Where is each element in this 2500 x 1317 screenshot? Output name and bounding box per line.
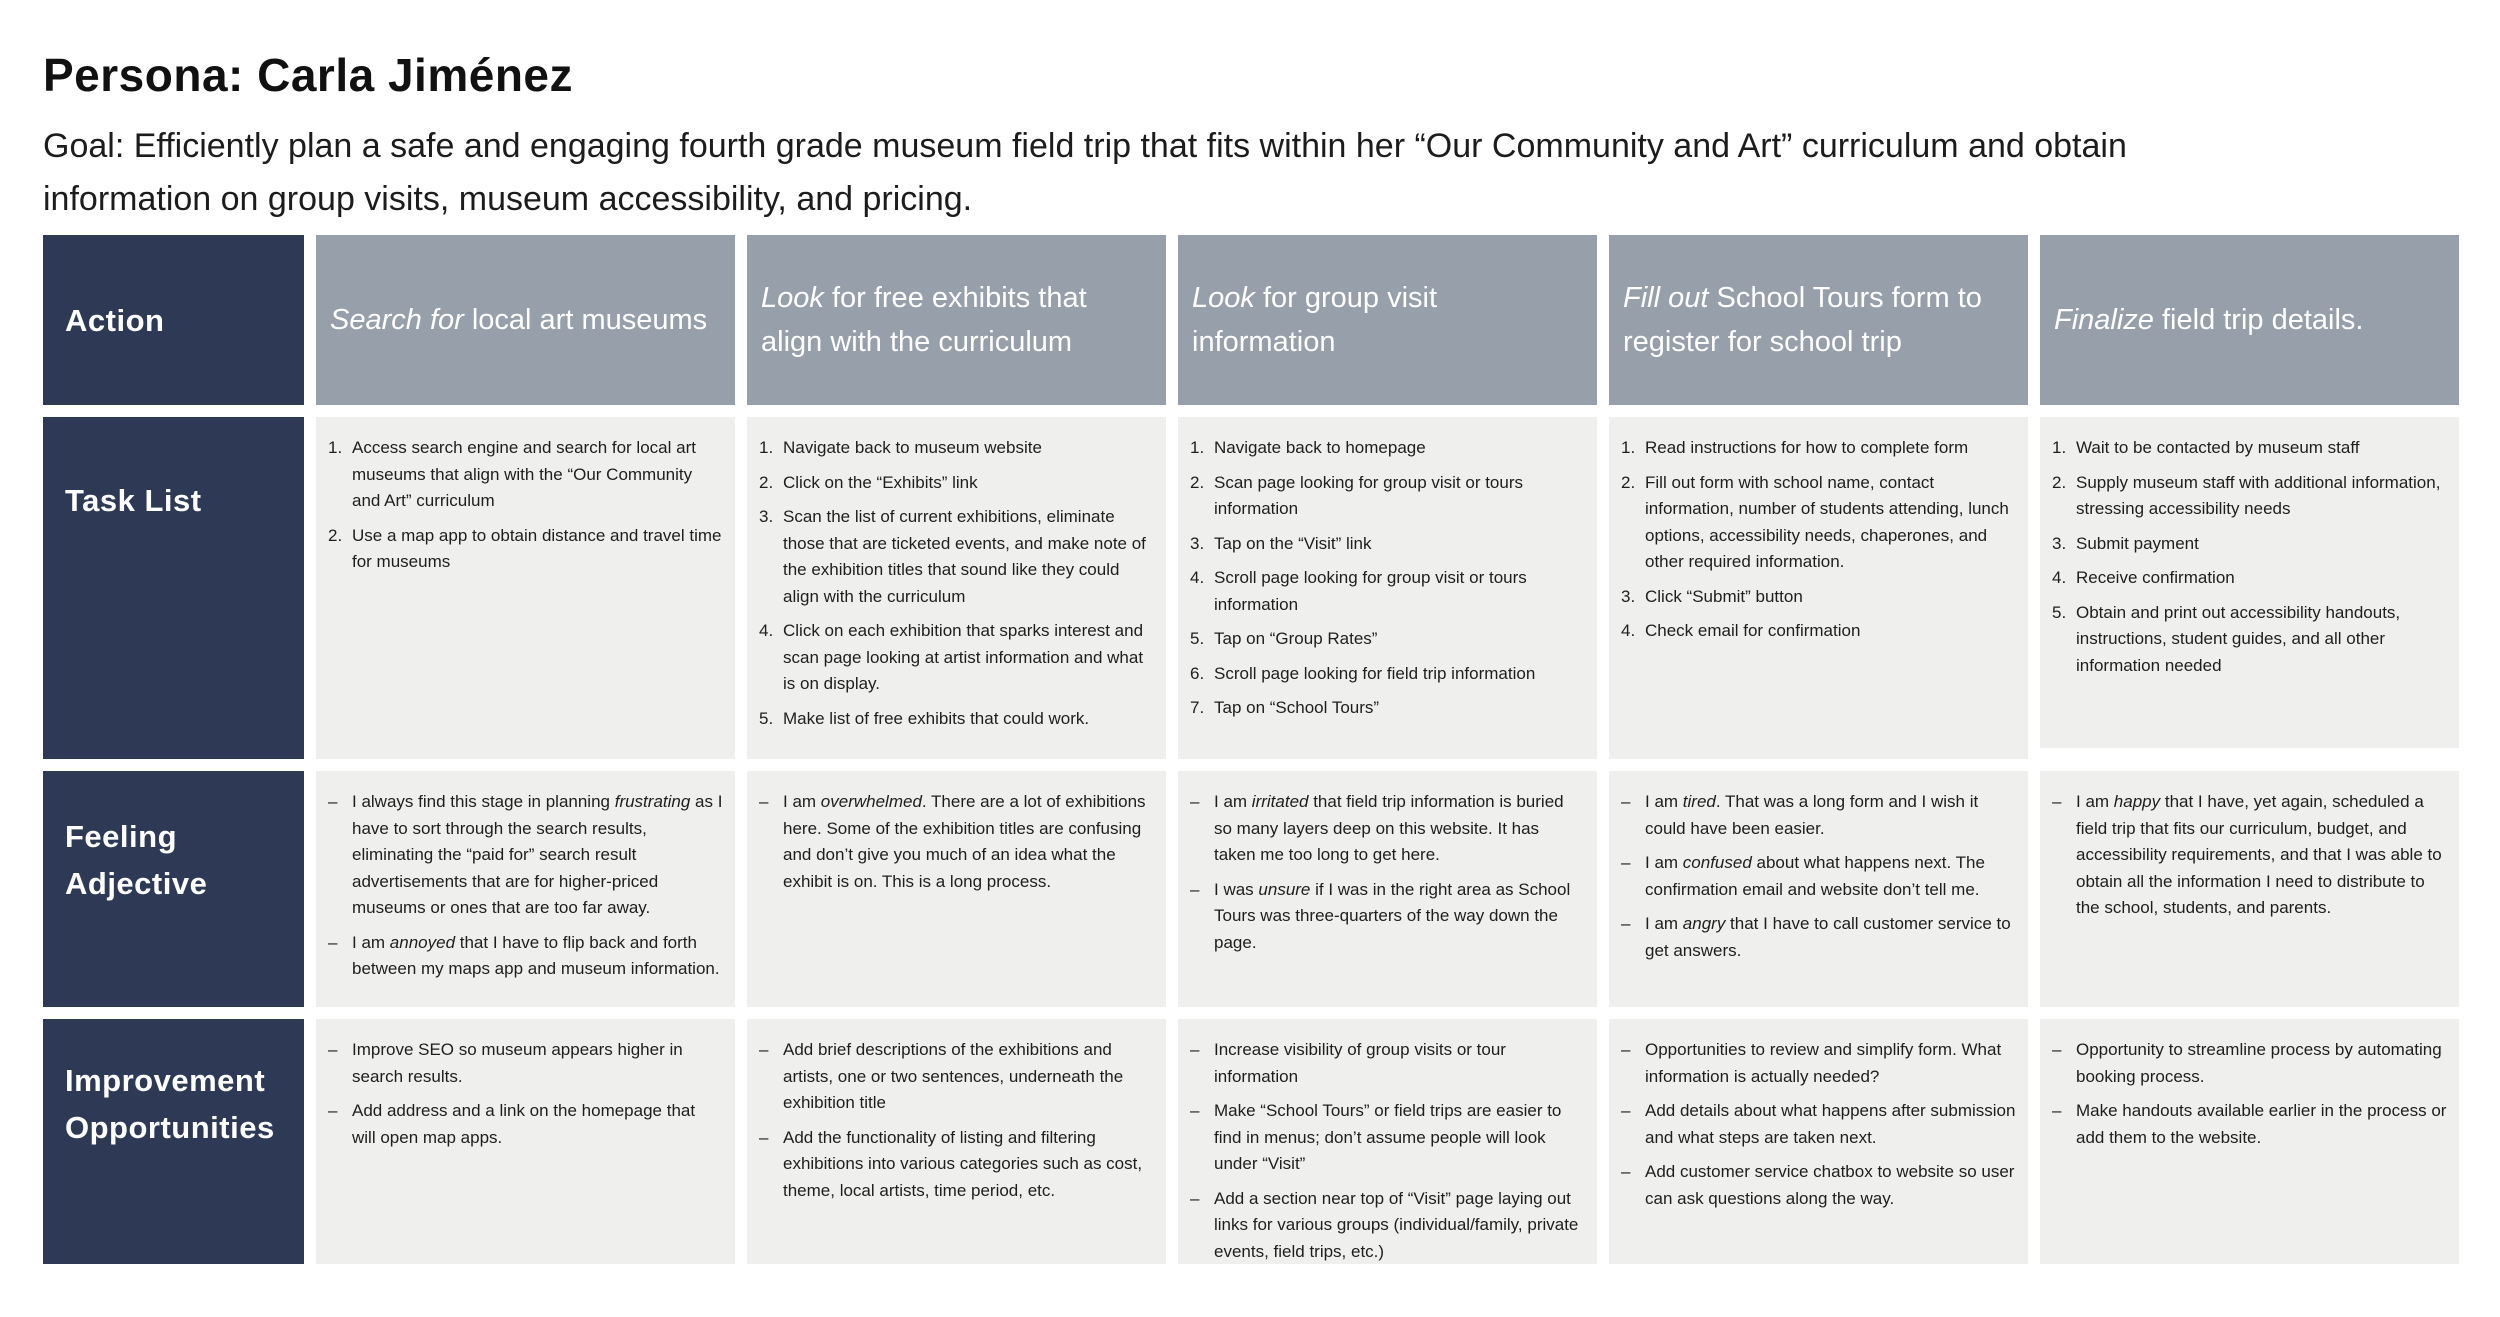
task-item: 1. Wait to be contacted by museum staff xyxy=(2052,438,2360,457)
improvement-item: – Add the functionality of listing and filtering exhibitions into various categories such as cost, theme, local artists, time period, etc. xyxy=(759,1125,1154,1205)
task-list xyxy=(759,435,1154,732)
task-item: 4. Check email for confirmation xyxy=(1621,621,1861,640)
feeling-item: – I am irritated that field trip information is buried so many layers deep on this website. It has taken me too long to get here. xyxy=(1190,789,1585,869)
improvement-list xyxy=(759,1037,1154,1204)
feeling-item: – I am happy that I have, yet again, scheduled a field trip that fits our curriculum, budget, and accessibility requirements, and that I was able to obtain all the information I need to distribute to the school, students, and parents. xyxy=(2052,789,2447,922)
improvement-item: – Opportunities to review and simplify form. What information is actually needed? xyxy=(1621,1037,2016,1090)
feeling-list xyxy=(1621,789,2016,964)
action-verb: Look xyxy=(761,282,824,314)
improvement-item: – Make “School Tours” or field trips are easier to find in menus; don’t assume people will look under “Visit” xyxy=(1190,1098,1585,1178)
feeling-item: – I always find this stage in planning frustrating as I have to sort through the search results, eliminating the “paid for” search result advertisements that are for higher-priced museums or ones that are too far away. xyxy=(328,789,723,922)
task-item: 5. Make list of free exhibits that could work. xyxy=(759,708,1090,728)
task-item: 3. Scan the list of current exhibitions, eliminate those that are ticketed events, and make note of the exhibition titles that sound like they could align with the curriculum xyxy=(759,507,1146,606)
improvement-list xyxy=(2052,1037,2447,1151)
action-cell xyxy=(747,235,1166,405)
improvement-item: – Make handouts available earlier in the process or add them to the website. xyxy=(2052,1098,2447,1151)
row-label-task-list: Task List xyxy=(43,417,304,759)
task-item: 2. Click on the “Exhibits” link xyxy=(759,472,978,492)
improvement-cell xyxy=(1178,1019,1597,1264)
action-cell xyxy=(316,235,735,405)
improvement-cell xyxy=(747,1019,1166,1264)
improvement-item: – Add customer service chatbox to website so user can ask questions along the way. xyxy=(1621,1159,2016,1212)
task-list xyxy=(328,435,723,576)
improvement-cell xyxy=(316,1019,735,1264)
action-text: local art museums xyxy=(463,304,708,336)
page-title: Persona: Carla Jiménez xyxy=(43,49,574,101)
feeling-item: – I am overwhelmed. There are a lot of exhibitions here. Some of the exhibition titles are confusing and don’t give you much of an idea what the exhibit is on. This is a long process. xyxy=(759,789,1154,895)
feeling-list xyxy=(328,789,723,983)
action-verb: Look xyxy=(1192,282,1255,314)
row-label-action: Action xyxy=(43,235,304,405)
feeling-item: – I am confused about what happens next. The confirmation email and website don’t tell me. xyxy=(1621,850,2016,903)
task-list xyxy=(1621,435,2016,645)
improvement-list xyxy=(328,1037,723,1151)
row-label-improvement-opportunities: Improvement Opportunities xyxy=(43,1019,304,1264)
action-cell xyxy=(1178,235,1597,405)
improvement-cell xyxy=(1609,1019,2028,1264)
task-item: 6. Scroll page looking for field trip information xyxy=(1190,663,1536,683)
action-text: for free exhibits that align with the curriculum xyxy=(761,282,1087,358)
improvement-item: – Add address and a link on the homepage that will open map apps. xyxy=(328,1098,723,1151)
improvement-item: – Add a section near top of “Visit” page laying out links for various groups (individual/family, private events, field trips, etc.) xyxy=(1190,1186,1585,1266)
task-cell xyxy=(747,417,1166,759)
feeling-item: – I was unsure if I was in the right area as School Tours was three-quarters of the way down the page. xyxy=(1190,877,1585,957)
task-item: 2. Use a map app to obtain distance and travel time for museums xyxy=(328,525,722,571)
task-item: 4. Scroll page looking for group visit or tours information xyxy=(1190,568,1527,614)
action-verb: Fill out xyxy=(1623,282,1709,314)
task-item: 2. Fill out form with school name, contact information, number of students attending, lunch options, accessibility needs, chaperones, and other required information. xyxy=(1621,472,2009,571)
action-text: School Tours form to register for school trip xyxy=(1623,282,1982,358)
improvement-item: – Opportunity to streamline process by automating booking process. xyxy=(2052,1037,2447,1090)
improvement-item: – Increase visibility of group visits or tour information xyxy=(1190,1037,1585,1090)
action-verb: Search for xyxy=(330,304,464,336)
task-item: 4. Receive confirmation xyxy=(2052,568,2235,587)
feeling-cell xyxy=(1178,771,1597,1007)
improvement-item: – Improve SEO so museum appears higher in search results. xyxy=(328,1037,723,1090)
action-cell xyxy=(1609,235,2028,405)
task-item: 5. Obtain and print out accessibility handouts, instructions, student guides, and all other information needed xyxy=(2052,602,2401,675)
feeling-cell xyxy=(747,771,1166,1007)
task-item: 3. Click “Submit” button xyxy=(1621,586,1803,606)
row-label-feeling-adjective: Feeling Adjective xyxy=(43,771,304,1007)
action-text: field trip details. xyxy=(2153,304,2364,336)
task-item: 7. Tap on “School Tours” xyxy=(1190,698,1380,717)
task-item: 1. Access search engine and search for local art museums that align with the “Our Community and Art” curriculum xyxy=(328,438,696,510)
improvement-list xyxy=(1621,1037,2016,1212)
task-item: 1. Navigate back to homepage xyxy=(1190,438,1426,457)
task-list xyxy=(1190,435,1585,722)
task-item: 4. Click on each exhibition that sparks interest and scan page looking at artist information and what is on display. xyxy=(759,621,1144,693)
feeling-item: – I am annoyed that I have to flip back and forth between my maps app and museum information. xyxy=(328,930,723,983)
task-item: 3. Submit payment xyxy=(2052,533,2199,553)
feeling-cell xyxy=(2040,771,2459,1007)
task-item: 5. Tap on “Group Rates” xyxy=(1190,629,1378,648)
feeling-cell xyxy=(1609,771,2028,1007)
task-cell xyxy=(316,417,735,759)
task-item: 1. Read instructions for how to complete form xyxy=(1621,438,1969,457)
improvement-item: – Add brief descriptions of the exhibitions and artists, one or two sentences, underneath the exhibition title xyxy=(759,1037,1154,1117)
feeling-item: – I am angry that I have to call customer service to get answers. xyxy=(1621,911,2016,964)
journey-map-grid xyxy=(43,235,2468,1275)
improvement-cell xyxy=(2040,1019,2459,1264)
improvement-list xyxy=(1190,1037,1585,1265)
action-verb: Finalize xyxy=(2054,304,2154,336)
feeling-item: – I am tired. That was a long form and I wish it could have been easier. xyxy=(1621,789,2016,842)
feeling-list xyxy=(1190,789,1585,956)
action-cell xyxy=(2040,235,2459,405)
task-list xyxy=(2052,435,2447,679)
task-item: 1. Navigate back to museum website xyxy=(759,438,1042,457)
feeling-list xyxy=(759,789,1154,895)
task-cell xyxy=(1609,417,2028,759)
task-item: 2. Supply museum staff with additional information, stressing accessibility needs xyxy=(2052,472,2441,518)
task-item: 2. Scan page looking for group visit or tours information xyxy=(1190,472,1524,518)
task-cell xyxy=(1178,417,1597,759)
feeling-cell xyxy=(316,771,735,1007)
action-text: for group visit information xyxy=(1192,282,1438,358)
persona-goal: Goal: Efficiently plan a safe and engaging fourth grade museum field trip that fits within her “Our Community and Art” curriculum and obtain information on group visits, museum accessibility, and pricing. xyxy=(43,127,2127,218)
task-item: 3. Tap on the “Visit” link xyxy=(1190,533,1372,553)
improvement-item: – Add details about what happens after submission and what steps are taken next. xyxy=(1621,1098,2016,1151)
task-cell xyxy=(2040,417,2459,748)
feeling-list xyxy=(2052,789,2447,922)
